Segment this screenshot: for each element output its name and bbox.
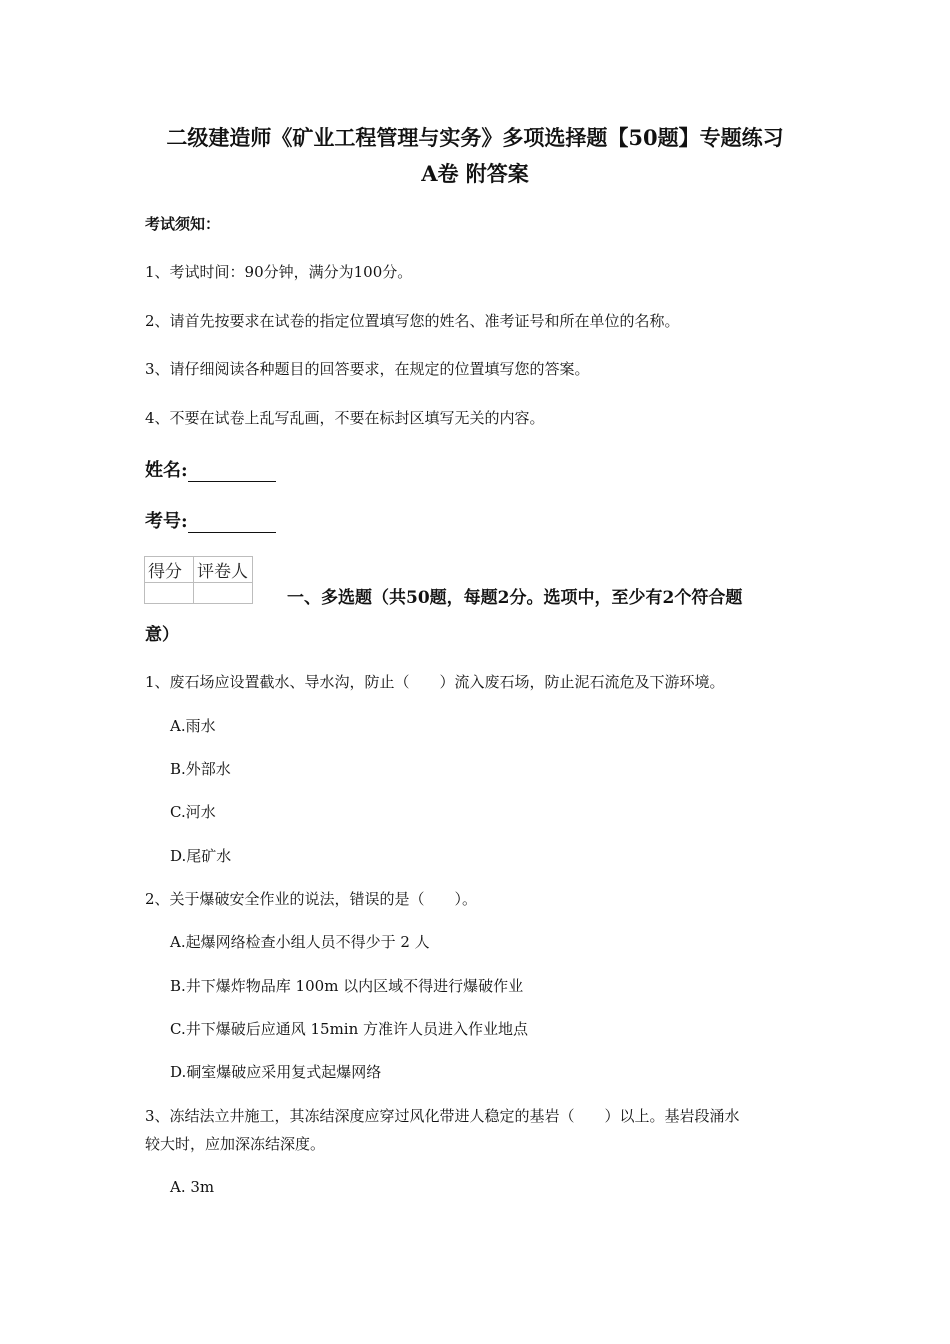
name-field [145,456,276,482]
question-1-option-a: A.雨水 [170,717,216,735]
name-label: 姓名: [145,460,188,481]
question-2-option-b: B.井下爆炸物品库 100m 以内区域不得进行爆破作业 [170,977,524,995]
question-3-stem-line2: 较大时，应加深冻结深度。 [145,1135,326,1153]
question-1-option-c: C.河水 [170,803,216,821]
question-2-option-c: C.井下爆破后应通风 15min 方准许人员进入作业地点 [170,1020,529,1038]
id-label: 考号: [145,511,188,532]
question-3-stem-line1: 3、冻结法立井施工，其冻结深度应穿过风化带进人稳定的基岩（ ）以上。基岩段涌水 [145,1107,740,1125]
section-title-line1: 一、多选题（共50题，每题2分。选项中，至少有2个符合题 [287,588,743,608]
id-blank[interactable] [188,514,276,533]
question-2-option-a: A.起爆网络检查小组人员不得少于 2 人 [170,933,430,951]
score-cell[interactable] [145,583,194,604]
grader-header: 评卷人 [194,557,253,583]
question-2-stem: 2、关于爆破安全作业的说法，错误的是（ ）。 [145,890,478,908]
question-1-option-d: D.尾矿水 [170,847,232,865]
name-blank[interactable] [188,463,276,482]
id-field [145,507,276,533]
notice-item-1: 1、考试时间：90分钟，满分为100分。 [145,263,413,281]
question-2-option-d: D.硐室爆破应采用复式起爆网络 [170,1063,382,1081]
document-title-line2: A卷 附答案 [421,161,529,186]
question-3-option-a: A. 3m [170,1178,215,1196]
notice-heading: 考试须知： [145,215,221,233]
notice-item-3: 3、请仔细阅读各种题目的回答要求，在规定的位置填写您的答案。 [145,360,590,378]
score-table [144,556,253,604]
grader-cell[interactable] [194,583,253,604]
section-title-line2: 意） [145,625,179,645]
question-1-stem: 1、废石场应设置截水、导水沟，防止（ ）流入废石场，防止泥石流危及下游环境。 [145,673,725,691]
question-1-option-b: B.外部水 [170,760,231,778]
notice-item-2: 2、请首先按要求在试卷的指定位置填写您的姓名、准考证号和所在单位的名称。 [145,312,680,330]
notice-item-4: 4、不要在试卷上乱写乱画，不要在标封区填写无关的内容。 [145,409,545,427]
score-header: 得分 [145,557,194,583]
document-title-line1: 二级建造师《矿业工程管理与实务》多项选择题【50题】专题练习 [166,125,784,150]
